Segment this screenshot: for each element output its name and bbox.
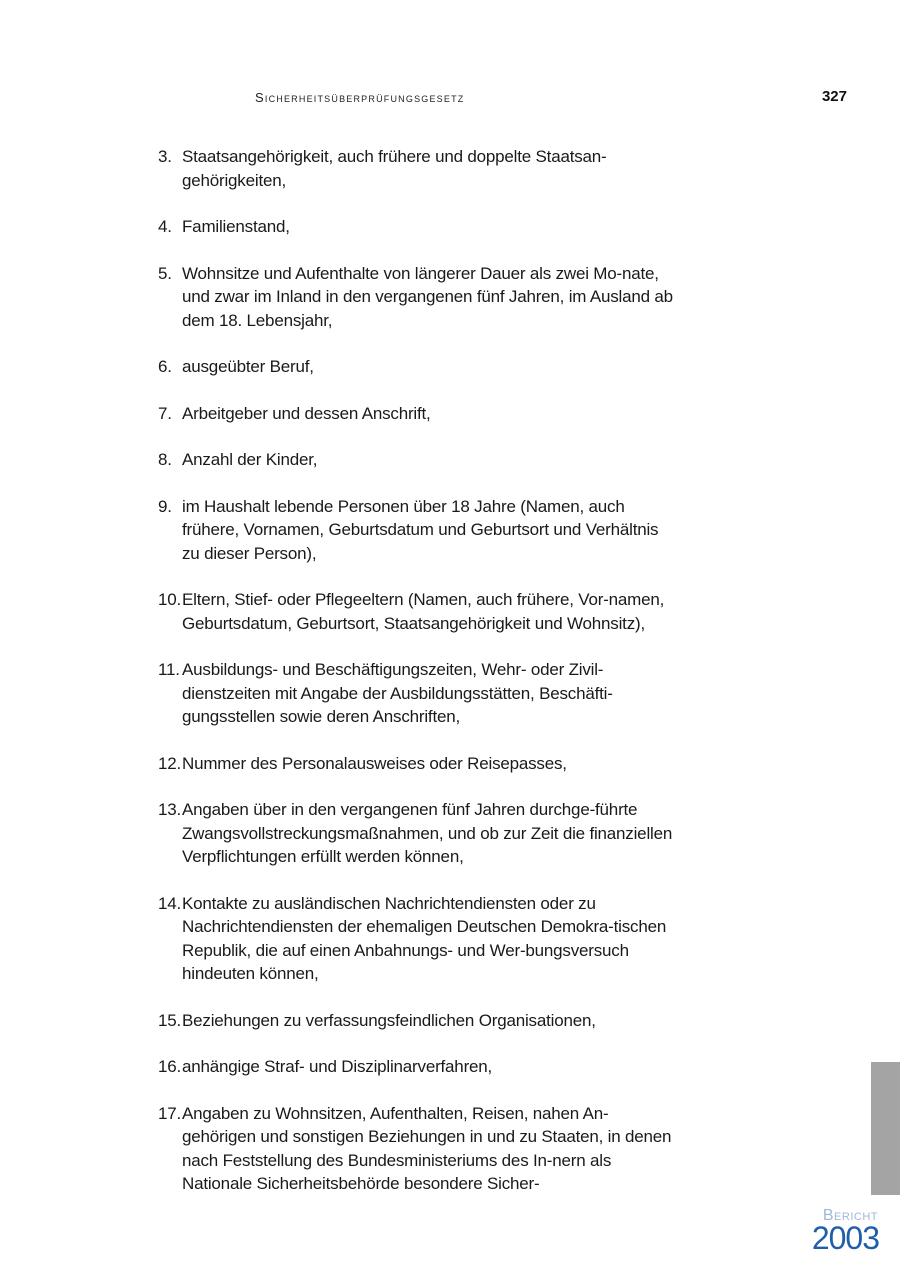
item-number: 4.	[158, 217, 172, 236]
brand-word: Bericht	[822, 1207, 878, 1224]
item-text: Wohnsitze und Aufenthalte von längerer Dauer als zwei Mo-nate, und zwar im Inland in den vergangenen fünf Jahren, im Ausland ab dem 18. Lebensjahr,	[182, 263, 673, 330]
list-item	[158, 588, 678, 635]
item-number: 17.	[158, 1103, 182, 1123]
item-text: im Haushalt lebende Personen über 18 Jahre (Namen, auch frühere, Vornamen, Geburtsdatum und Geburtsort und Verhältnis zu dieser Person),	[182, 496, 659, 563]
item-number: 13.	[158, 800, 182, 819]
list-item	[158, 215, 678, 239]
item-text: Anzahl der Kinder,	[182, 450, 318, 469]
item-text: Kontakte zu ausländischen Nachrichtendiensten oder zu Nachrichtendiensten der ehemaligen Deutschen Demokra-tischen Republik, die auf einen Anbahnungs- und Wer-bungsversuch hindeuten können,	[182, 893, 667, 983]
item-text: Beziehungen zu verfassungsfeindlichen Organisationen,	[182, 1010, 596, 1030]
item-number: 9.	[158, 496, 172, 516]
list-item	[158, 798, 678, 869]
item-number: 12.	[158, 753, 182, 773]
item-number: 14.	[158, 893, 182, 913]
item-text: Angaben zu Wohnsitzen, Aufenthalten, Reisen, nahen An-gehörigen und sonstigen Beziehungen in und zu Staaten, in denen nach Feststellung des Bundesministeriums des In-nern als Nationale Sicherheitsbehörde besondere Sicher-	[182, 1103, 672, 1193]
list-item	[158, 448, 678, 472]
list-item	[158, 1055, 678, 1079]
list-item	[158, 752, 678, 776]
item-number: 8.	[158, 450, 172, 469]
item-text: Familienstand,	[182, 217, 290, 236]
item-number: 16.	[158, 1057, 182, 1076]
enumerated-list	[158, 145, 678, 1219]
brand-year: 2003	[811, 1220, 879, 1256]
list-item	[158, 1009, 678, 1033]
list-item	[158, 145, 678, 192]
item-number: 5.	[158, 263, 172, 283]
list-item	[158, 495, 678, 566]
item-text: Ausbildungs- und Beschäftigungszeiten, Wehr- oder Zivil-dienstzeiten mit Angabe der Ausbildungsstätten, Beschäfti-gungsstellen sowie deren Anschriften,	[182, 660, 613, 726]
item-text: Eltern, Stief- oder Pflegeeltern (Namen, auch frühere, Vor-namen, Geburtsdatum, Geburtsort, Staatsangehörigkeit und Wohnsitz),	[182, 590, 665, 633]
item-number: 6.	[158, 357, 172, 376]
item-text: Arbeitgeber und dessen Anschrift,	[182, 403, 431, 423]
list-item	[158, 355, 678, 379]
item-number: 7.	[158, 403, 172, 423]
list-item	[158, 1102, 678, 1196]
list-item	[158, 262, 678, 333]
item-text: Staatsangehörigkeit, auch frühere und doppelte Staatsan-gehörigkeiten,	[182, 147, 607, 190]
item-text: ausgeübter Beruf,	[182, 357, 314, 376]
list-item	[158, 892, 678, 986]
item-text: Nummer des Personalausweises oder Reisepasses,	[182, 753, 567, 773]
chapter-side-tab	[871, 1062, 900, 1195]
item-number: 11.	[158, 660, 180, 679]
list-item	[158, 658, 678, 729]
item-text: Angaben über in den vergangenen fünf Jahren durchge-führte Zwangsvollstreckungsmaßnahmen, und ob zur Zeit die finanziellen Verpflichtungen erfüllt werden können,	[182, 800, 673, 866]
item-number: 3.	[158, 147, 172, 166]
running-title: Sicherheitsüberprüfungsgesetz	[255, 90, 465, 105]
item-text: anhängige Straf- und Disziplinarverfahren,	[182, 1057, 493, 1076]
page-number: 327	[821, 88, 847, 105]
list-item	[158, 402, 678, 426]
item-number: 10.	[158, 590, 182, 609]
item-number: 15.	[158, 1010, 182, 1030]
